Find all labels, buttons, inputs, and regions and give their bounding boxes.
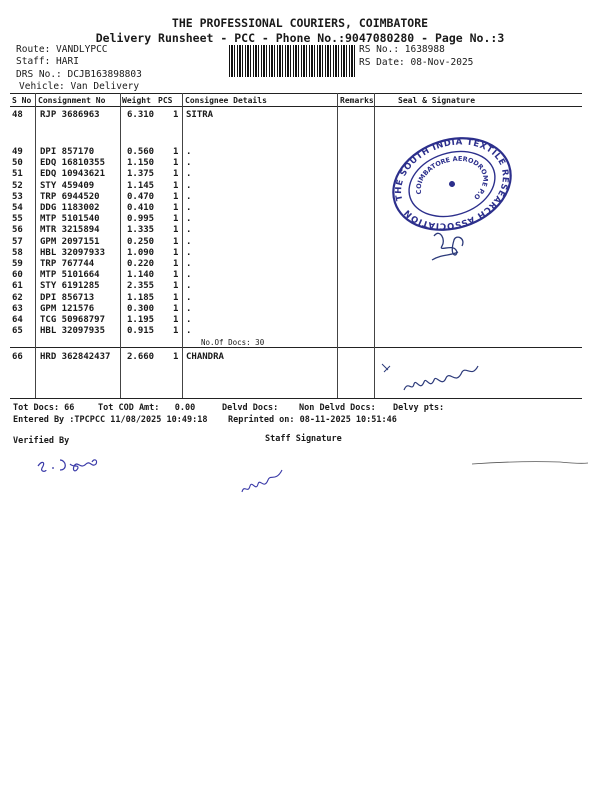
route-label: Route: VANDLYPCC bbox=[16, 44, 108, 55]
row-sno: 59 bbox=[12, 259, 23, 269]
row-consignment: STY 6191285 bbox=[40, 281, 100, 292]
row-consignee: . bbox=[186, 180, 192, 191]
row-consignee: . bbox=[186, 315, 192, 325]
row-consignee: . bbox=[186, 270, 192, 281]
row-consignment: DPI 857170 bbox=[40, 147, 95, 157]
row-consignee: . bbox=[186, 158, 192, 169]
table-top-rule bbox=[10, 93, 582, 94]
row-consignment: STY 459409 bbox=[40, 180, 95, 191]
row-consignee: . bbox=[186, 203, 192, 213]
row-consignment: DPI 856713 bbox=[40, 292, 95, 303]
row-pcs: 1 bbox=[173, 191, 179, 202]
row-consignment: MTP 5101664 bbox=[40, 270, 100, 281]
row-consignment: EDQ 10943621 bbox=[40, 169, 106, 180]
row-consignee: . bbox=[186, 259, 192, 269]
rs-date-label: RS Date: 08-Nov-2025 bbox=[359, 57, 474, 68]
entered-by: Entered By :TPCPCC 11/08/2025 10:49:18 bbox=[13, 415, 208, 425]
row-consignee: . bbox=[186, 303, 192, 314]
row-weight: 6.310 bbox=[127, 110, 155, 120]
col-header-remarks: Remarks bbox=[340, 96, 374, 105]
drs-label: DRS No.: DCJB163898803 bbox=[16, 69, 142, 80]
row-consignment: HRD 362842437 bbox=[40, 352, 111, 362]
row-weight: 1.150 bbox=[127, 158, 155, 169]
row-sno: 52 bbox=[12, 180, 23, 191]
delvd-docs: Delvd Docs: bbox=[222, 403, 279, 413]
row-pcs: 1 bbox=[173, 303, 179, 314]
vehicle-label: Vehicle: Van Delivery bbox=[19, 81, 140, 92]
row-pcs: 1 bbox=[173, 292, 179, 303]
row-weight: 0.560 bbox=[127, 147, 155, 157]
col-divider-remarks bbox=[374, 93, 375, 398]
row-consignment: HBL 32097935 bbox=[40, 326, 106, 337]
row-sno: 49 bbox=[12, 147, 23, 157]
row-consignee: . bbox=[186, 247, 192, 258]
barcode-image bbox=[229, 45, 357, 77]
company-title: THE PROFESSIONAL COURIERS, COIMBATORE bbox=[171, 16, 429, 30]
row-pcs: 1 bbox=[173, 236, 179, 247]
row-sno: 62 bbox=[12, 292, 23, 303]
row-weight: 0.250 bbox=[127, 236, 155, 247]
verified-by-label: Verified By bbox=[13, 436, 70, 446]
row-consignment: MTR 3215894 bbox=[40, 225, 100, 236]
row-consignee: CHANDRA bbox=[186, 352, 224, 362]
row-sno: 48 bbox=[12, 110, 23, 120]
table-header-rule bbox=[10, 106, 582, 107]
row-pcs: 1 bbox=[173, 259, 179, 269]
row-weight: 2.355 bbox=[127, 281, 155, 292]
row-consignment: TRP 767744 bbox=[40, 259, 95, 269]
row-sno: 64 bbox=[12, 315, 23, 325]
row-consignee: . bbox=[186, 225, 192, 236]
row-weight: 1.145 bbox=[127, 180, 155, 191]
row-pcs: 1 bbox=[173, 225, 179, 236]
association-stamp bbox=[386, 136, 518, 232]
row-weight: 0.915 bbox=[127, 326, 155, 337]
row-consignment: RJP 3686963 bbox=[40, 110, 100, 120]
row-pcs: 1 bbox=[173, 169, 179, 180]
row-pcs: 1 bbox=[173, 247, 179, 258]
staff-label: Staff: HARI bbox=[16, 56, 79, 67]
row-weight: 1.335 bbox=[127, 225, 155, 236]
row-consignee: SITRA bbox=[186, 110, 214, 120]
row-consignment: TCG 50968797 bbox=[40, 315, 106, 325]
col-header-weight: Weight bbox=[122, 96, 151, 105]
row-weight: 1.090 bbox=[127, 247, 155, 258]
runsheet-subtitle: Delivery Runsheet - PCC - Phone No.:9047080280 - Page No.:3 bbox=[95, 31, 505, 45]
row-weight: 0.220 bbox=[127, 259, 155, 269]
col-header-sno: S No bbox=[12, 96, 32, 105]
row-weight: 1.375 bbox=[127, 169, 155, 180]
row-weight: 0.300 bbox=[127, 303, 155, 314]
row-consignment: MTP 5101540 bbox=[40, 214, 100, 225]
no-of-docs: No.Of Docs: 30 bbox=[201, 338, 265, 347]
row-sno: 51 bbox=[12, 169, 23, 180]
row-pcs: 1 bbox=[173, 352, 179, 362]
row-weight: 0.470 bbox=[127, 191, 155, 202]
row-weight: 0.410 bbox=[127, 203, 155, 213]
row-consignee: . bbox=[186, 292, 192, 303]
row-pcs: 1 bbox=[173, 214, 179, 225]
staff-signature bbox=[238, 466, 288, 500]
row-sno: 65 bbox=[12, 326, 23, 337]
row-pcs: 1 bbox=[173, 180, 179, 191]
pen-stroke-line bbox=[470, 458, 590, 472]
group-divider-rule bbox=[10, 347, 582, 348]
col-divider-sno bbox=[35, 93, 36, 398]
row-sno: 54 bbox=[12, 203, 23, 213]
recipient-signature-1 bbox=[426, 226, 476, 266]
row-consignee: . bbox=[186, 191, 192, 202]
row-weight: 1.140 bbox=[127, 270, 155, 281]
tot-docs: Tot Docs: 66 bbox=[13, 403, 75, 413]
row-pcs: 1 bbox=[173, 158, 179, 169]
row-pcs: 1 bbox=[173, 281, 179, 292]
rs-no-label: RS No.: 1638988 bbox=[359, 44, 445, 55]
row-sno: 57 bbox=[12, 236, 23, 247]
delvy-pts: Delvy pts: bbox=[393, 403, 445, 413]
row-pcs: 1 bbox=[173, 270, 179, 281]
stamp-outer-text: THE SOUTH INDIA TEXTILE RESEARCH ASSOCIATION bbox=[394, 137, 510, 231]
verifier-signature bbox=[34, 452, 104, 476]
row-consignment: HBL 32097933 bbox=[40, 247, 106, 258]
row-consignment: GPM 121576 bbox=[40, 303, 95, 314]
col-header-consignment: Consignment No bbox=[38, 96, 106, 105]
col-header-consignee: Consignee Details bbox=[185, 96, 267, 105]
col-header-pcs: PCS bbox=[158, 96, 173, 105]
col-header-seal: Seal & Signature bbox=[398, 96, 476, 105]
col-divider-consignee bbox=[337, 93, 338, 398]
row-consignment: DDG 1183002 bbox=[40, 203, 100, 213]
row-sno: 53 bbox=[12, 191, 23, 202]
non-delvd-docs: Non Delvd Docs: bbox=[299, 403, 376, 413]
row-consignment: EDQ 16810355 bbox=[40, 158, 106, 169]
row-sno: 60 bbox=[12, 270, 23, 281]
row-consignee: . bbox=[186, 236, 192, 247]
row-weight: 2.660 bbox=[127, 352, 155, 362]
row-consignee: . bbox=[186, 326, 192, 337]
reprinted-on: Reprinted on: 08-11-2025 10:51:46 bbox=[228, 415, 397, 425]
col-divider-pcs bbox=[182, 93, 183, 398]
row-pcs: 1 bbox=[173, 326, 179, 337]
row-pcs: 1 bbox=[173, 315, 179, 325]
row-weight: 0.995 bbox=[127, 214, 155, 225]
row-consignee: . bbox=[186, 169, 192, 180]
row-pcs: 1 bbox=[173, 203, 179, 213]
row-consignee: . bbox=[186, 214, 192, 225]
row-consignment: GPM 2097151 bbox=[40, 236, 100, 247]
row-consignment: TRP 6944520 bbox=[40, 191, 100, 202]
row-pcs: 1 bbox=[173, 110, 179, 120]
recipient-signature-2 bbox=[380, 358, 490, 398]
col-divider-consignment bbox=[120, 93, 121, 398]
row-sno: 58 bbox=[12, 247, 23, 258]
row-sno: 63 bbox=[12, 303, 23, 314]
tot-cod-amt: Tot COD Amt: 0.00 bbox=[98, 403, 196, 413]
stamp-inner-text: COIMBATORE AERODROME P.O bbox=[414, 154, 490, 202]
table-bottom-rule bbox=[10, 398, 582, 399]
row-consignee: . bbox=[186, 281, 192, 292]
row-sno: 66 bbox=[12, 352, 23, 362]
row-sno: 50 bbox=[12, 158, 23, 169]
row-pcs: 1 bbox=[173, 147, 179, 157]
row-weight: 1.195 bbox=[127, 315, 155, 325]
staff-signature-label: Staff Signature bbox=[265, 434, 342, 444]
row-sno: 61 bbox=[12, 281, 23, 292]
row-weight: 1.185 bbox=[127, 292, 155, 303]
row-sno: 56 bbox=[12, 225, 23, 236]
row-sno: 55 bbox=[12, 214, 23, 225]
row-consignee: . bbox=[186, 147, 192, 157]
